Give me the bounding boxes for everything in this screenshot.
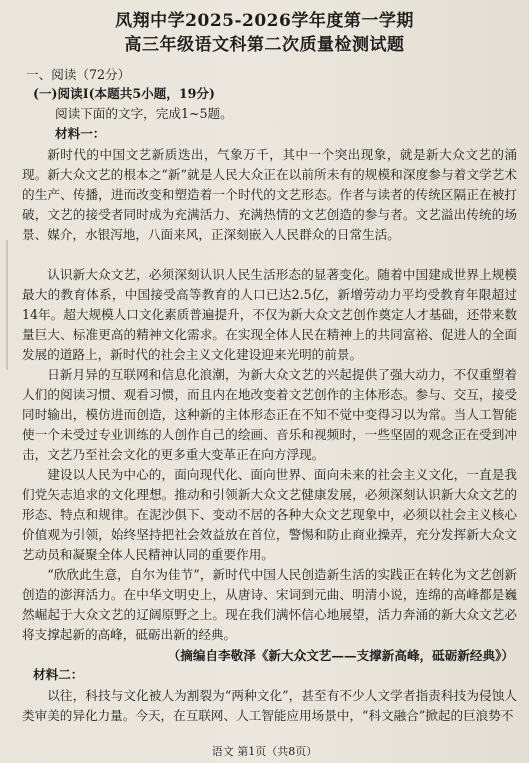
page-footer: 语文 第1页（共8页） [211,745,318,758]
material1-paragraph-2: 新大众文艺的根本之“新”就是人民大众正在以前所未有的规模和深度参与着文学艺术的生产、传播，进而改变和塑造着一个时代的文艺形态。作者与读者的传统区隔正在被打破，文艺的接受者同时成为充满活力、充满热情的文艺创造的参与者。文艺溢出传统的场景、媒介，水银泻地，八面来风，正深刻嵌入人民群众的日常生活。 [22,167,517,242]
material1-paragraph-1: 新时代的中国文艺新质迭出，气象万千，其中一个突出现象，就是新大众文艺的涌现。 [22,147,517,182]
material1-paragraph-6: “欣欣此生意，自尔为佳节”，新时代中国人民创造新生活的实践正在转化为文艺创新创造的澎湃活力。在中华文明史上，从唐诗、宋词到元曲、明清小说，连绵的高峰都是巍然崛起于大众文艺的辽阔原野之上。现在我们满怀信心地展望，活力奔涌的新大众文艺必将支撑起新的高峰，砥砺出新的经典。 [22,567,517,642]
source-citation: （摘编自李敬泽《新大众文艺——支撑新高峰，砥砺新经典》） [167,648,514,663]
material2-label: 材料二： [33,667,84,682]
material2-paragraph-1: 以往，科技与文化被人为割裂为“两种文化”，甚至有不少人文学者指责科技为侵蚀人类审美的异化力量。今天，在互联网、人工智能应用场景中，“科文融合”掀起的巨浪势不 [22,688,517,723]
reading-instruction: 阅读下面的文字，完成1~5题。 [55,106,233,121]
sub-section-heading: (一)阅读I(本题共5小题，19分) [33,86,215,101]
section-heading: 一、阅读（72分） [26,67,131,82]
exam-title-line2: 高三年级语文科第二次质量检测试题 [124,35,405,55]
material1-paragraph-4: 日新月异的互联网和信息化浪潮，为新大众文艺的兴起提供了强大动力，不仅重塑着人们的阅读习惯、观看习惯，而且内在地改变着文艺创作的主体形态。参与、交互，接受同时输出，模仿进而创造，这种新的主体形态正在不知不觉中变得习以为常。当人工智能使一个未受过专业训练的人创作自己的绘画、音乐和视频时，一些坚固的观念正在受到冲击，文艺乃至社会文化的更多重大变革正在向方浮现。 [22,367,517,462]
material1-paragraph-5: 建设以人民为中心的，面向现代化、面向世界、面向未来的社会主义文化，一直是我们党矢志追求的文化理想。推动和引领新大众文艺健康发展，必须深刻认识新大众文艺的形态、特点和规律。在泥沙俱下、变动不居的各种大众文艺现象中，必须以社会主义核心价值观为引领，始终坚持把社会效益放在首位，警惕和防止商业操弄，充分发挥新大众文艺动员和凝聚全体人民精神认同的重要作用。 [22,467,517,562]
material1-label: 材料一： [55,126,106,141]
exam-title-line1: 凤翔中学2025-2026学年度第一学期 [115,11,414,31]
material1-paragraph-3: 认识新大众文艺，必须深刻认识人民生活形态的显著变化。随着中国建成世界上规模最大的教育体系，中国接受高等教育的人口已达2.5亿，新增劳动力平均受教育年限超过14年。超大规模人口文化素质普遍提升，不仅为新大众文艺创作奠定人才基础，还带来数量巨大、标准更高的精神文化需求。在实现全体人民在精神上的共同富裕、促进人的全面发展的道路上，新时代的社会主义文化建设迎来光明的前景。 [22,267,517,362]
scan-shadow [6,240,8,370]
